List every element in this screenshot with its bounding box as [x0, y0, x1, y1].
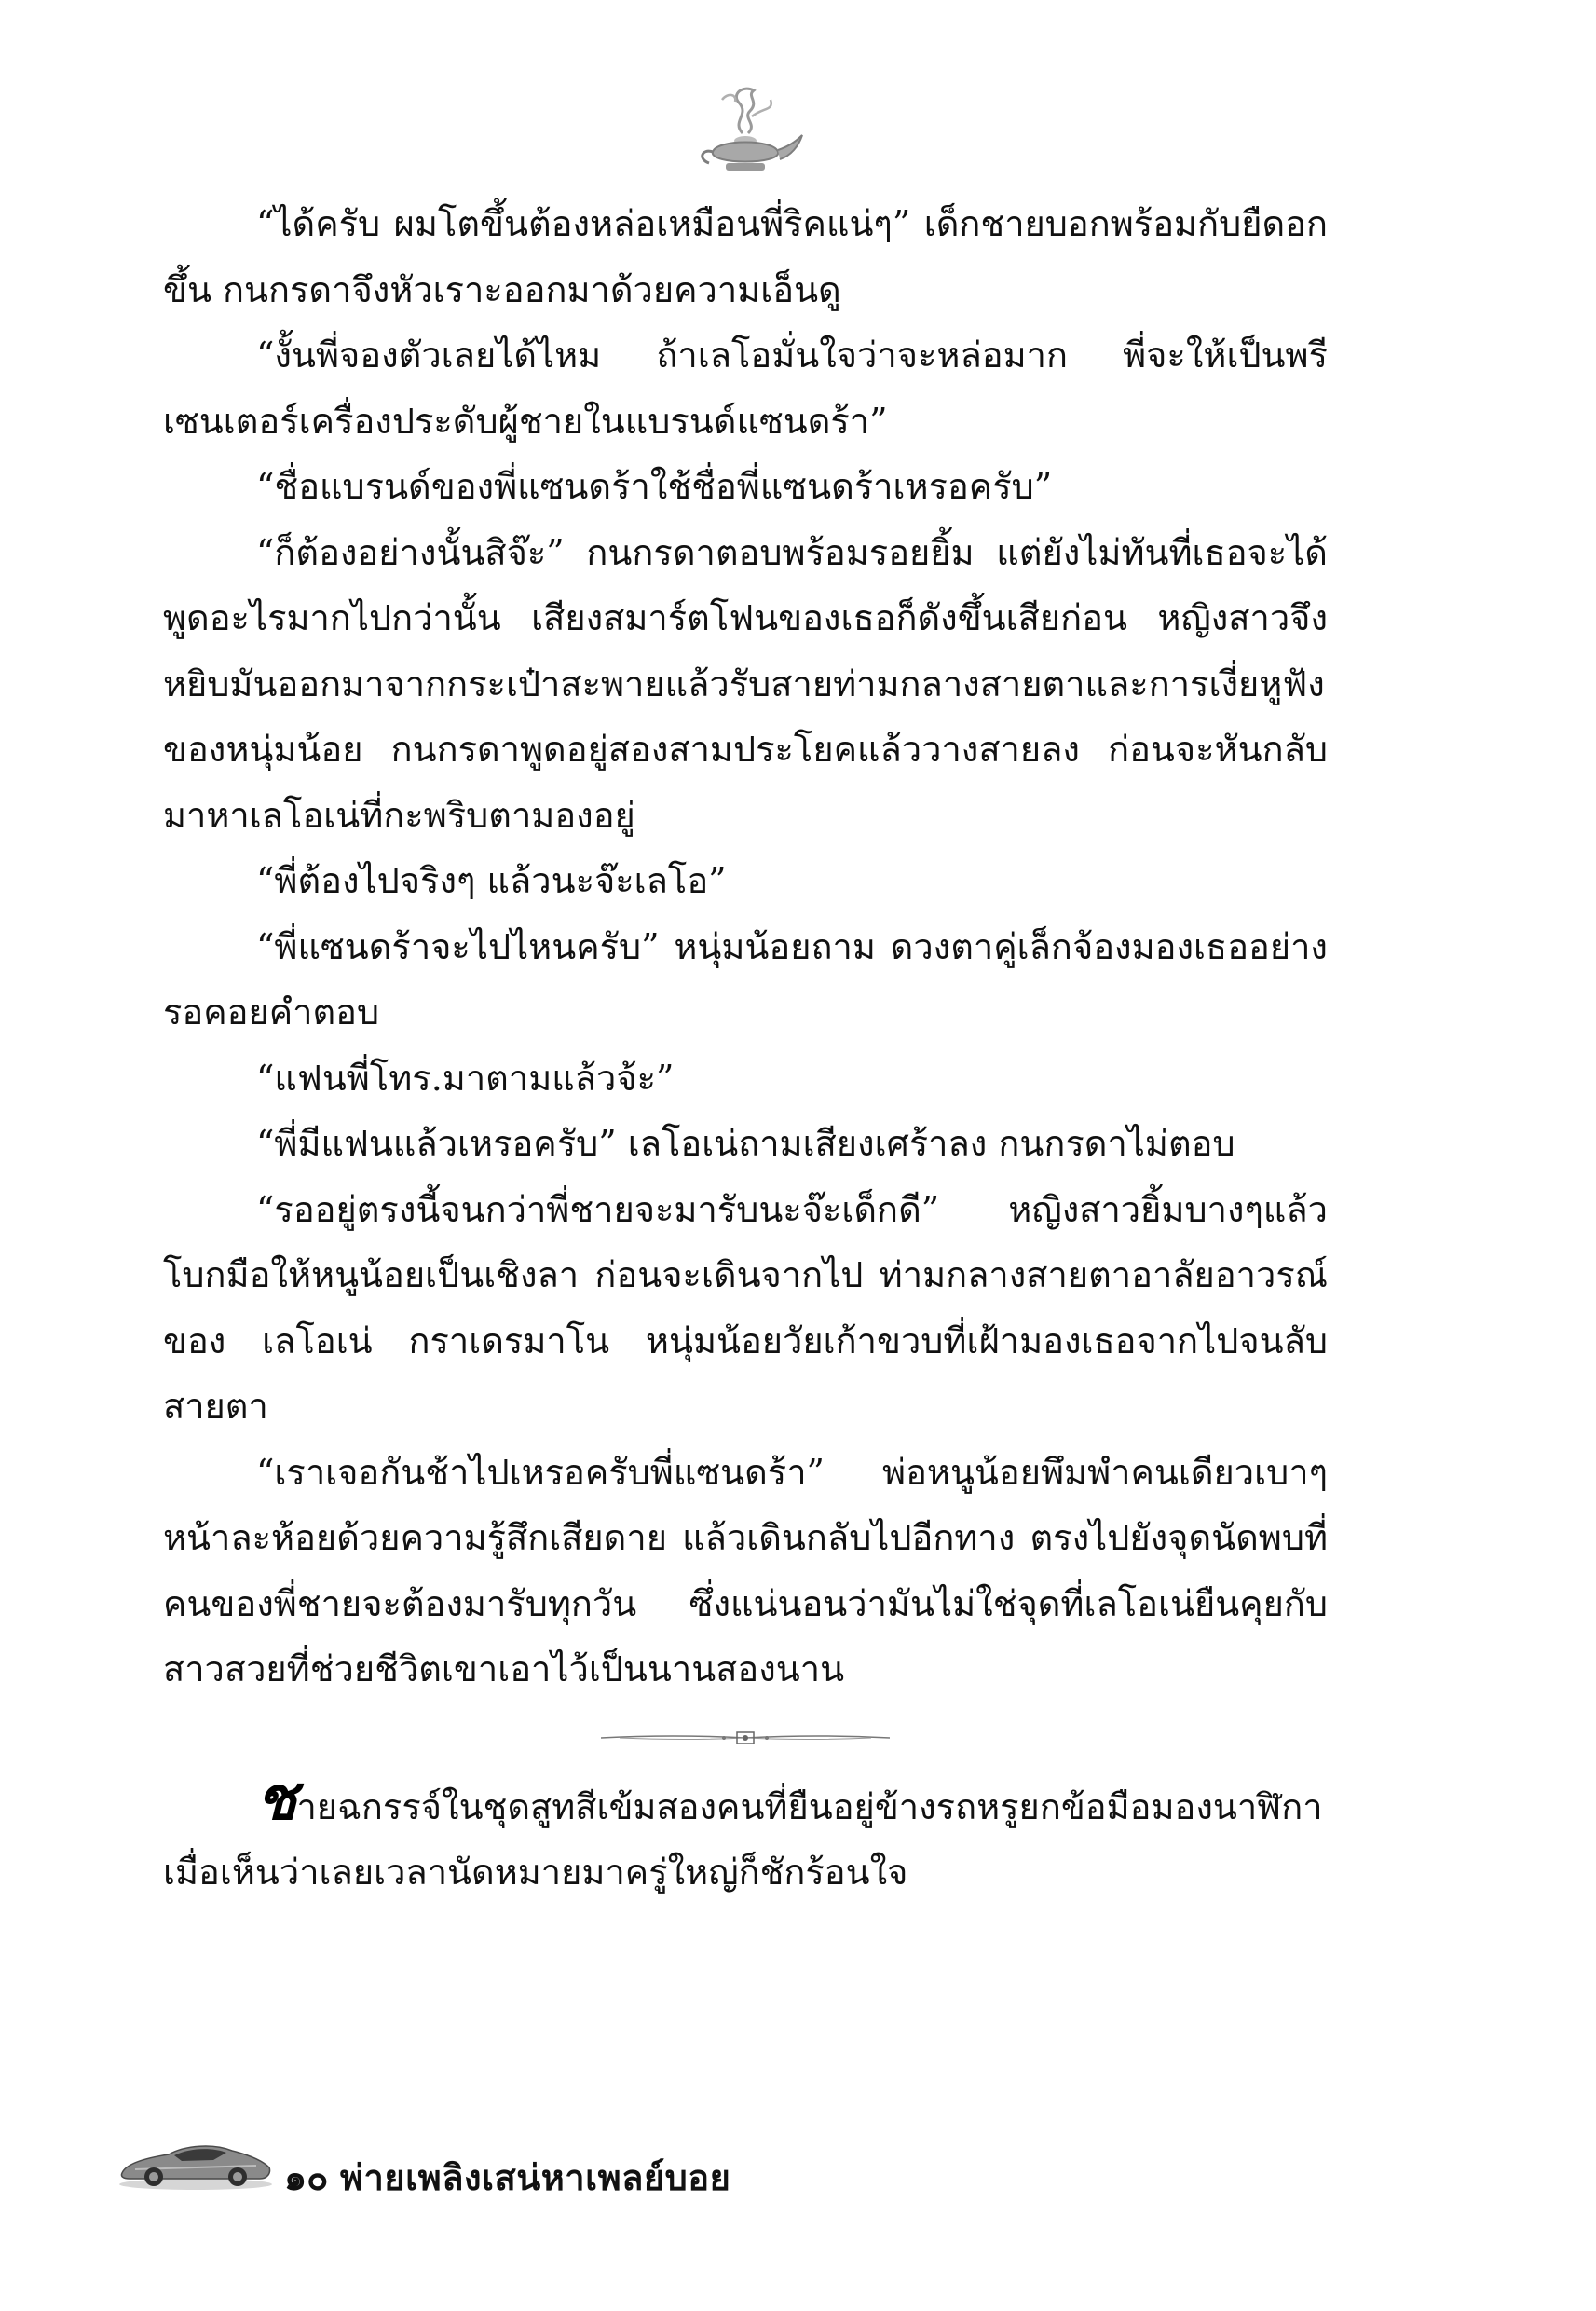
page-body — [163, 191, 1328, 1906]
paragraph: “งั้นพี่จองตัวเลยได้ไหม ถ้าเลโอมั่นใจว่าจะหล่อมาก พี่จะให้เป็นพรีเซนเตอร์เครื่องประดับผู้ชายในแบรนด์แซนดร้า” — [163, 335, 1328, 442]
section-opening-paragraph — [163, 1763, 1328, 1906]
paragraph: “ชื่อแบรนด์ของพี่แซนดร้าใช้ชื่อพี่แซนดร้าเหรอครับ” — [256, 466, 1053, 507]
section-opening-text: ายฉกรรจ์ในชุดสูทสีเข้มสองคนที่ยืนอยู่ข้างรถหรูยกข้อมือมองนาฬิกา เมื่อเห็นว่าเลยเวลานัดหมายมาครู่ใหญ่ก็ชักร้อนใจ — [163, 1785, 1323, 1893]
paragraph: “พี่มีแฟนแล้วเหรอครับ” เลโอเน่ถามเสียงเศร้าลง กนกรดาไม่ตอบ — [256, 1123, 1235, 1164]
drop-cap: ช — [256, 1763, 297, 1834]
book-title: พ่ายเพลิงเสน่หาเพลย์บอย — [340, 2157, 731, 2198]
paragraph: “เราเจอกันช้าไปเหรอครับพี่แซนดร้า” พ่อหนูน้อยพึมพำคนเดียวเบาๆ หน้าละห้อยด้วยความรู้สึกเสียดาย แล้วเดินกลับไปอีกทาง ตรงไปยังจุดนัดพบที่คนของพี่ชายจะต้องมารับทุกวัน ซึ่งแน่นอนว่ามันไม่ใช่จุดที่เลโอเน่ยืนคุยกับสาวสวยที่ช่วยชีวิตเขาเอาไว้เป็นนานสองนาน — [163, 1451, 1328, 1689]
paragraph: “พี่แซนดร้าจะไปไหนครับ” หนุ่มน้อยถาม ดวงตาคู่เล็กจ้องมองเธออย่างรอคอยคำตอบ — [163, 925, 1328, 1032]
ornamental-divider — [163, 1716, 1328, 1762]
page-footer — [116, 2132, 862, 2207]
paragraph: “แฟนพี่โทร.มาตามแล้วจ้ะ” — [256, 1057, 675, 1099]
paragraph: “ได้ครับ ผมโตขึ้นต้องหล่อเหมือนพี่ริคแน่ๆ” เด็กชายบอกพร้อมกับยืดอกขึ้น กนกรดาจึงหัวเราะออกมาด้วยความเอ็นดู — [163, 203, 1328, 310]
paragraph: “รออยู่ตรงนี้จนกว่าพี่ชายจะมารับนะจ๊ะเด็กดี” หญิงสาวยิ้มบางๆแล้วโบกมือให้หนูน้อยเป็นเชิงลา ก่อนจะเดินจากไป ท่ามกลางสายตาอาลัยอาวรณ์ของ เลโอเน่ กราเดรมาโน หนุ่มน้อยวัยเก้าขวบที่เฝ้ามองเธอจากไปจนลับสายตา — [163, 1188, 1328, 1427]
genie-lamp-icon — [685, 79, 806, 182]
paragraph: “พี่ต้องไปจริงๆ แล้วนะจ๊ะเลโอ” — [256, 860, 727, 901]
sports-car-icon — [116, 2132, 275, 2192]
page-number: ๑๐ — [284, 2156, 329, 2198]
paragraph: “ก็ต้องอย่างนั้นสิจ๊ะ” กนกรดาตอบพร้อมรอยยิ้ม แต่ยังไม่ทันที่เธอจะได้พูดอะไรมากไปกว่านั้น เสียงสมาร์ตโฟนของเธอก็ดังขึ้นเสียก่อน หญิงสาวจึงหยิบมันออกมาจากกระเป๋าสะพายแล้วรับสายท่ามกลางสายตาและการเงี่ยหูฟังของหนุ่มน้อย กนกรดาพูดอยู่สองสามประโยคแล้ววางสายลง ก่อนจะหันกลับมาหาเลโอเน่ที่กะพริบตามองอยู่ — [163, 531, 1328, 836]
